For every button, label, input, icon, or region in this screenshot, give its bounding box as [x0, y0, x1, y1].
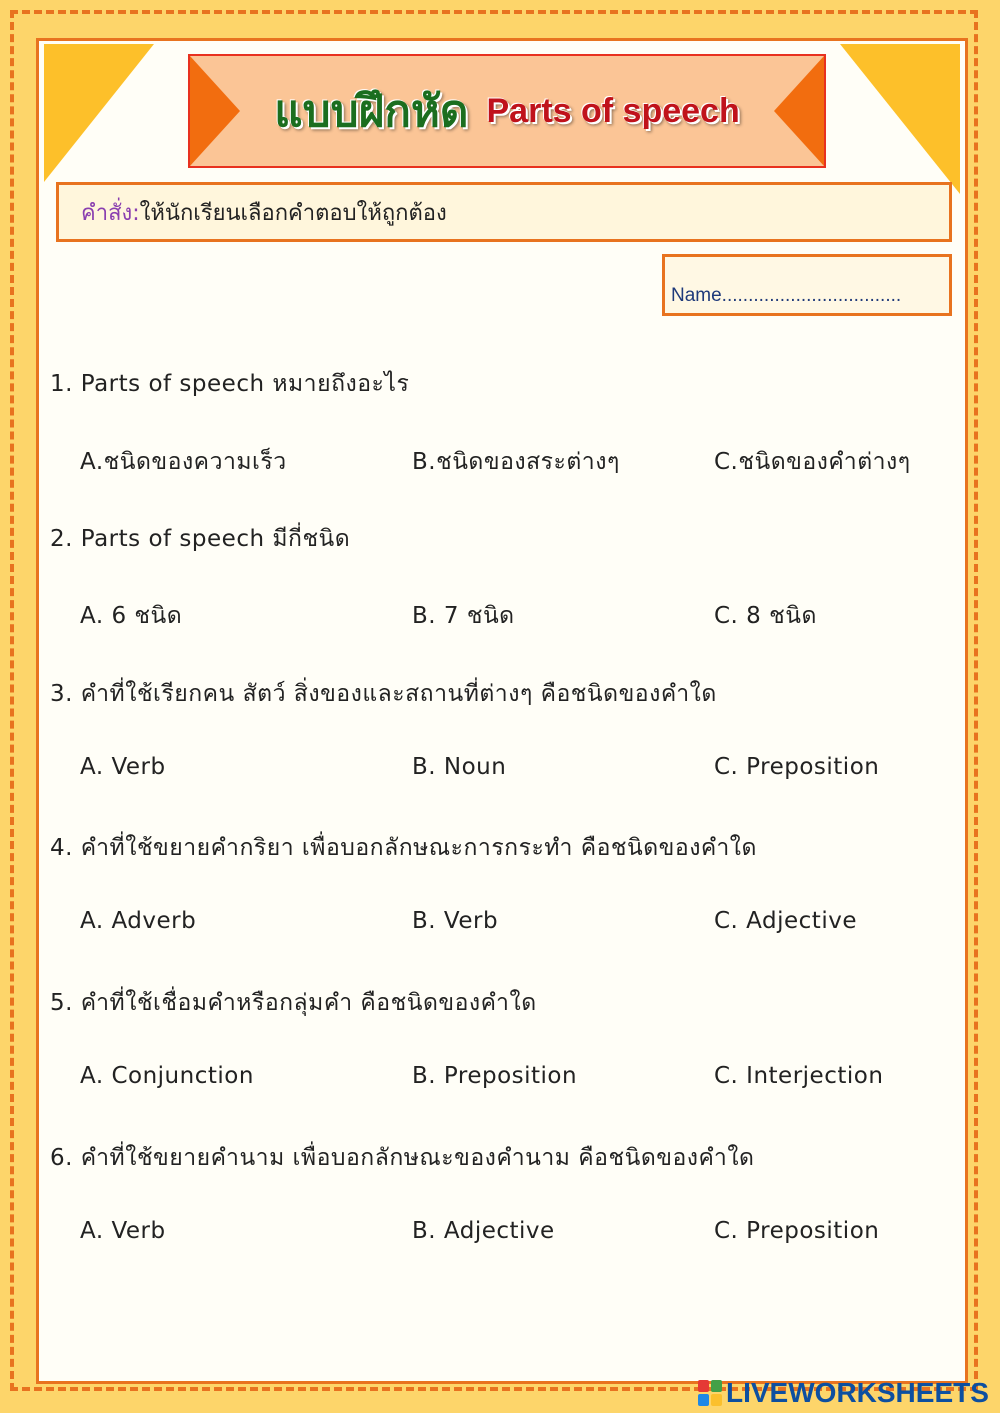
- q3-option-c[interactable]: C. Preposition: [714, 754, 880, 780]
- q2-option-a[interactable]: A. 6 ชนิด: [80, 603, 183, 629]
- q4-option-b[interactable]: B. Verb: [412, 908, 499, 934]
- question-1: 1. Parts of speech หมายถึงอะไร: [50, 371, 410, 397]
- title-banner: [188, 54, 826, 168]
- liveworksheets-logo-text: LIVEWORKSHEETS: [726, 1377, 989, 1408]
- question-4: 4. คำที่ใช้ขยายคำกริยา เพื่อบอกลักษณะการกระทำ คือชนิดของคำใด: [50, 835, 757, 861]
- question-6: 6. คำที่ใช้ขยายคำนาม เพื่อบอกลักษณะของคำนาม คือชนิดของคำใด: [50, 1145, 755, 1171]
- q6-option-a[interactable]: A. Verb: [80, 1218, 166, 1244]
- q1-option-a[interactable]: A.ชนิดของความเร็ว: [80, 449, 287, 475]
- q2-option-b[interactable]: B. 7 ชนิด: [412, 603, 515, 629]
- name-label: Name..................................: [671, 285, 902, 306]
- title-thai: แบบฝึกหัด: [274, 86, 469, 137]
- banner-arrow-left: [190, 56, 240, 166]
- q1-option-b[interactable]: B.ชนิดของสระต่างๆ: [412, 449, 620, 475]
- corner-decoration-right: [840, 44, 960, 194]
- q5-option-b[interactable]: B. Preposition: [412, 1063, 578, 1089]
- instruction-label: คำสั่ง:: [81, 200, 140, 226]
- q6-option-b[interactable]: B. Adjective: [412, 1218, 555, 1244]
- corner-decoration-left: [44, 44, 154, 182]
- q3-option-a[interactable]: A. Verb: [80, 754, 166, 780]
- liveworksheets-logo-icon: [698, 1380, 722, 1406]
- name-field[interactable]: [662, 254, 952, 316]
- instruction-text: ให้นักเรียนเลือกคำตอบให้ถูกต้อง: [139, 200, 447, 226]
- q5-option-c[interactable]: C. Interjection: [714, 1063, 884, 1089]
- q6-option-c[interactable]: C. Preposition: [714, 1218, 880, 1244]
- instruction-box: [56, 182, 952, 242]
- question-2: 2. Parts of speech มีกี่ชนิด: [50, 526, 351, 552]
- banner-arrow-right: [774, 56, 824, 166]
- q4-option-c[interactable]: C. Adjective: [714, 908, 857, 934]
- q5-option-a[interactable]: A. Conjunction: [80, 1063, 254, 1089]
- q3-option-b[interactable]: B. Noun: [412, 754, 507, 780]
- title-english: Parts of speech: [486, 91, 740, 130]
- q1-option-c[interactable]: C.ชนิดของคำต่างๆ: [714, 449, 911, 475]
- q2-option-c[interactable]: C. 8 ชนิด: [714, 603, 817, 629]
- question-5: 5. คำที่ใช้เชื่อมคำหรือกลุ่มคำ คือชนิดของคำใด: [50, 990, 537, 1016]
- q4-option-a[interactable]: A. Adverb: [80, 908, 197, 934]
- question-3: 3. คำที่ใช้เรียกคน สัตว์ สิ่งของและสถานที่ต่างๆ คือชนิดของคำใด: [50, 681, 717, 707]
- liveworksheets-logo: [698, 1376, 989, 1410]
